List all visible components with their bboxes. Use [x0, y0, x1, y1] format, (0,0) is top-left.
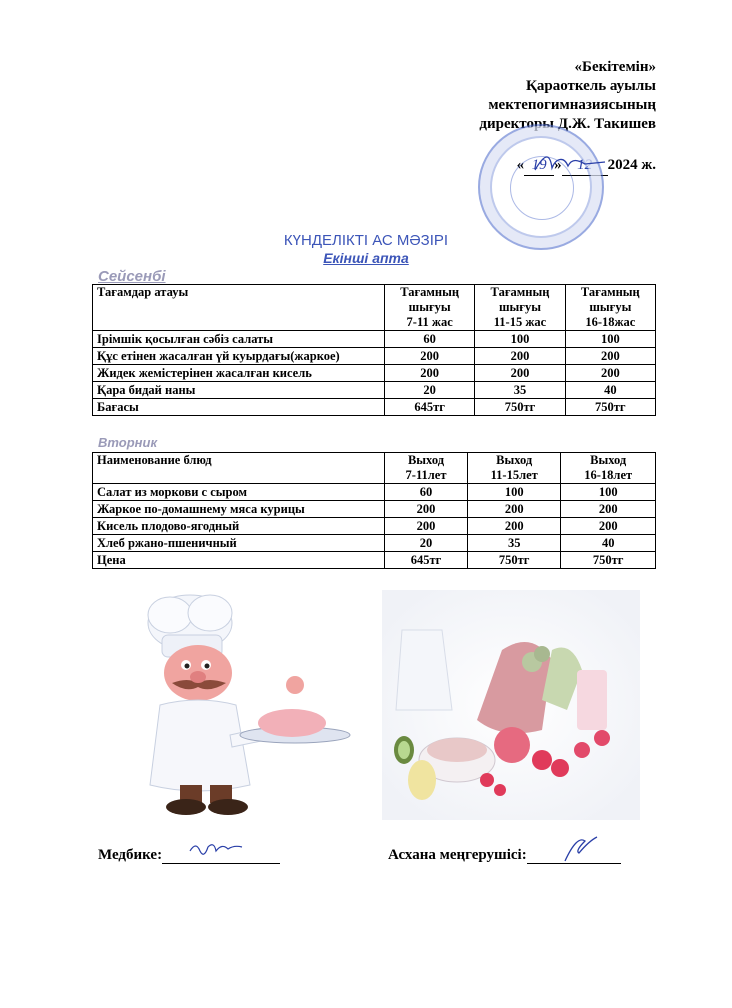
table-header-row [93, 453, 656, 484]
nurse-signature-icon [186, 837, 246, 861]
approval-village: Қараоткель ауылы [526, 78, 656, 94]
portion-11-15: 100 [475, 331, 565, 348]
portion-16-18: 200 [565, 348, 655, 365]
food-illustration-icon [382, 590, 640, 820]
column-header-age-11-15: Выход 11-15лет [468, 453, 561, 484]
table-header-row [93, 285, 656, 331]
dish-name: Хлеб ржано-пшеничный [93, 535, 385, 552]
portion-7-11: 200 [385, 365, 475, 382]
portion-11-15: 200 [468, 501, 561, 518]
table-row [93, 348, 656, 365]
portion-7-11: 200 [385, 348, 475, 365]
menu-table-ru [92, 452, 656, 569]
approval-title: «Бекітемін» [574, 59, 656, 75]
dish-name: Салат из моркови с сыром [93, 484, 385, 501]
price-7-11: 645тг [385, 399, 475, 416]
price-label: Бағасы [93, 399, 385, 416]
portion-7-11: 200 [385, 501, 468, 518]
column-header-age-11-15: Тағамның шығуы 11-15 жас [475, 285, 565, 331]
page-title: КҮНДЕЛІКТІ АС МӘЗІРІ [283, 232, 449, 249]
approval-date-year: 2024 ж. [607, 157, 656, 173]
column-header-age-16-18: Тағамның шығуы 16-18жас [565, 285, 655, 331]
table-row-price [93, 552, 656, 569]
price-16-18: 750тг [561, 552, 656, 569]
table-row [93, 382, 656, 399]
price-11-15: 750тг [468, 552, 561, 569]
dish-name: Кисель плодово-ягодный [93, 518, 385, 535]
portion-7-11: 200 [385, 518, 468, 535]
portion-7-11: 20 [385, 535, 468, 552]
nurse-signature-line [98, 845, 280, 864]
portion-16-18: 200 [565, 365, 655, 382]
approval-date-month: 12 [562, 156, 608, 176]
portion-16-18: 40 [561, 535, 656, 552]
portion-11-15: 200 [468, 518, 561, 535]
portion-7-11: 60 [385, 331, 475, 348]
approval-date-day: 19 [524, 156, 554, 176]
chef-illustration-icon [110, 585, 360, 825]
portion-11-15: 200 [475, 348, 565, 365]
portion-11-15: 200 [475, 365, 565, 382]
director-signature-icon [530, 148, 610, 178]
approval-school: мектепогимназиясының [488, 97, 656, 113]
portion-11-15: 35 [475, 382, 565, 399]
price-7-11: 645тг [385, 552, 468, 569]
menu-table-kk [92, 284, 656, 416]
approval-director: директоры Д.Ж. Такишев [479, 116, 656, 132]
nurse-signature-field [162, 845, 280, 864]
table-row [93, 535, 656, 552]
table-row [93, 331, 656, 348]
price-11-15: 750тг [475, 399, 565, 416]
portion-16-18: 200 [561, 518, 656, 535]
column-header-dish: Тағамдар атауы [93, 285, 385, 331]
dish-name: Қара бидай наны [93, 382, 385, 399]
page-subtitle: Екінші апта [323, 250, 409, 266]
table-row [93, 518, 656, 535]
dish-name: Құс етінен жасалған үй куырдағы(жаркое) [93, 348, 385, 365]
portion-11-15: 35 [468, 535, 561, 552]
day-label-ru: Вторник [98, 435, 158, 450]
kitchen-manager-label: Асхана меңгерушісі: [388, 847, 527, 863]
dish-name: Жидек жемістерінен жасалған кисель [93, 365, 385, 382]
table-row [93, 365, 656, 382]
portion-16-18: 40 [565, 382, 655, 399]
column-header-age-7-11: Выход 7-11лет [385, 453, 468, 484]
price-16-18: 750тг [565, 399, 655, 416]
dish-name: Ірімшік қосылған сәбіз салаты [93, 331, 385, 348]
table-row [93, 501, 656, 518]
kitchen-manager-signature-icon [555, 831, 605, 865]
table-row [93, 484, 656, 501]
portion-16-18: 200 [561, 501, 656, 518]
kitchen-manager-signature-field [527, 845, 621, 864]
column-header-age-7-11: Тағамның шығуы 7-11 жас [385, 285, 475, 331]
portion-16-18: 100 [561, 484, 656, 501]
portion-7-11: 20 [385, 382, 475, 399]
portion-11-15: 100 [468, 484, 561, 501]
column-header-dish: Наименование блюд [93, 453, 385, 484]
column-header-age-16-18: Выход 16-18лет [561, 453, 656, 484]
nurse-label: Медбике: [98, 847, 163, 863]
price-label: Цена [93, 552, 385, 569]
day-label-kk: Сейсенбі [98, 268, 166, 285]
portion-16-18: 100 [565, 331, 655, 348]
portion-7-11: 60 [385, 484, 468, 501]
table-row-price [93, 399, 656, 416]
dish-name: Жаркое по-домашнему мяса курицы [93, 501, 385, 518]
approval-date: « 19 » 12 2024 ж. [479, 156, 656, 176]
kitchen-manager-signature-line [388, 845, 621, 864]
